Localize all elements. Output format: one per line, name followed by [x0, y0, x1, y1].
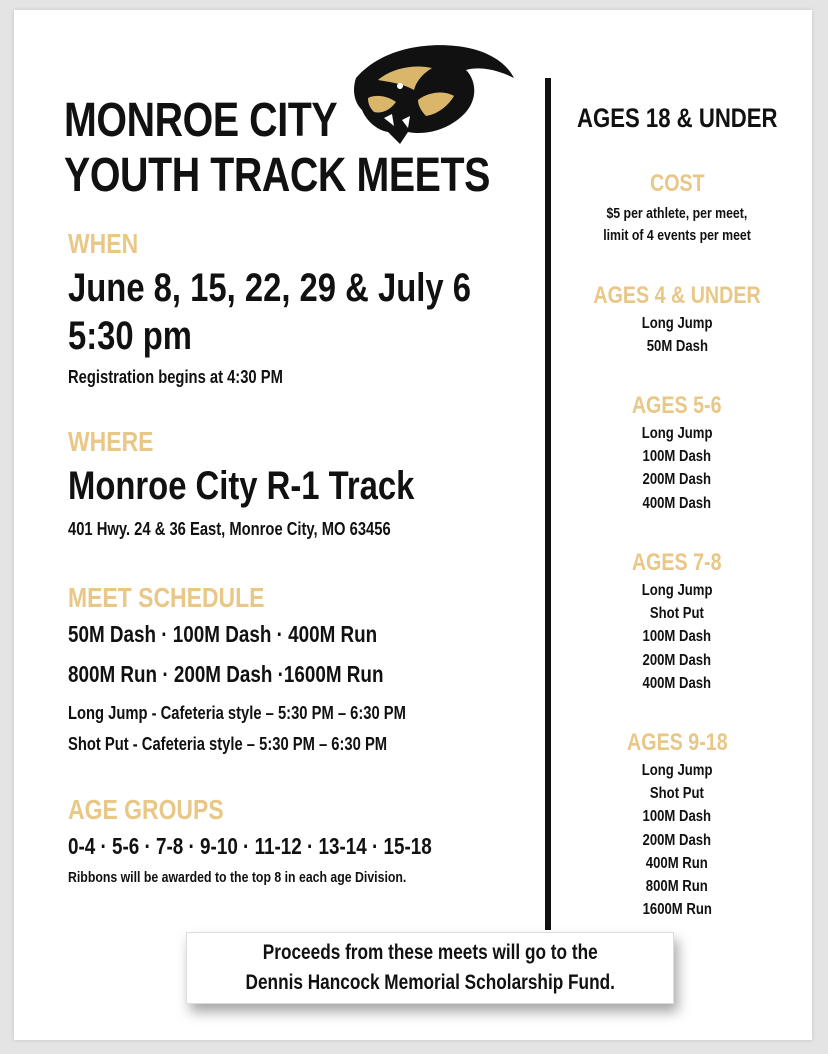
list-item: Long Jump: [641, 762, 713, 779]
list-item: Long Jump: [641, 582, 713, 599]
list-item: 400M Dash: [642, 674, 712, 692]
cost-line-2: limit of 4 events per meet: [603, 227, 751, 244]
venue-name: Monroe City R-1 Track: [68, 464, 415, 508]
venue-address: 401 Hwy. 24 & 36 East, Monroe City, MO 63456: [68, 519, 391, 539]
age-groups-heading: AGE GROUPS: [68, 794, 224, 825]
schedule-long-jump: Long Jump - Cafeteria style – 5:30 PM – 6:30 PM: [68, 703, 406, 723]
title-line-1: MONROE CITY: [64, 94, 338, 147]
age-groups-list: 0-4 · 5-6 · 7-8 · 9-10 · 11-12 · 13-14 · 15-18: [68, 833, 432, 859]
ages-5-6-heading: AGES 5-6: [632, 392, 722, 419]
footer-line-2: Dennis Hancock Memorial Scholarship Fund.: [245, 971, 615, 994]
list-item: 400M Run: [646, 854, 708, 872]
when-heading: WHEN: [68, 228, 139, 259]
ribbons-note: Ribbons will be awarded to the top 8 in each age Division.: [68, 869, 407, 886]
footer-line-1: Proceeds from these meets will go to the: [262, 941, 598, 964]
ages-4-under-heading: AGES 4 & UNDER: [593, 282, 761, 309]
meet-dates: June 8, 15, 22, 29 & July 6: [68, 266, 471, 310]
ages-4-under-events: [555, 312, 799, 358]
ages-9-18-heading: AGES 9-18: [626, 729, 728, 756]
schedule-heading: MEET SCHEDULE: [68, 582, 265, 613]
list-item: 200M Dash: [642, 651, 712, 669]
schedule-line-2: 800M Run · 200M Dash ·1600M Run: [68, 661, 384, 687]
meet-time: 5:30 pm: [68, 314, 192, 358]
list-item: 100M Dash: [642, 628, 712, 646]
schedule-line-1: 50M Dash · 100M Dash · 400M Run: [68, 621, 378, 647]
list-item: 1600M Run: [642, 901, 712, 919]
list-item: Long Jump: [641, 315, 713, 332]
cost-line-1: $5 per athlete, per meet,: [606, 205, 748, 222]
list-item: 800M Run: [646, 878, 708, 896]
list-item: Shot Put: [650, 605, 704, 623]
list-item: 200M Dash: [642, 831, 712, 849]
list-item: 400M Dash: [642, 494, 712, 512]
list-item: 50M Dash: [646, 338, 708, 356]
ages-7-8-events: [555, 579, 799, 695]
where-heading: WHERE: [68, 426, 154, 457]
scholarship-note: [186, 932, 674, 1004]
ages-9-18-events: [555, 759, 799, 921]
registration-note: Registration begins at 4:30 PM: [68, 367, 283, 387]
list-item: 200M Dash: [642, 471, 712, 489]
list-item: 100M Dash: [642, 448, 712, 466]
vertical-divider: [545, 78, 551, 930]
list-item: Shot Put: [650, 785, 704, 803]
list-item: 100M Dash: [642, 808, 712, 826]
list-item: Long Jump: [641, 425, 713, 442]
cost-heading: COST: [649, 170, 705, 197]
ages-5-6-events: [555, 422, 799, 515]
ages-7-8-heading: AGES 7-8: [632, 549, 722, 576]
sidebar-title: AGES 18 & UNDER: [577, 103, 778, 133]
title-line-2: YOUTH TRACK MEETS: [64, 149, 490, 202]
schedule-shot-put: Shot Put - Cafeteria style – 5:30 PM – 6:30 PM: [68, 734, 388, 754]
